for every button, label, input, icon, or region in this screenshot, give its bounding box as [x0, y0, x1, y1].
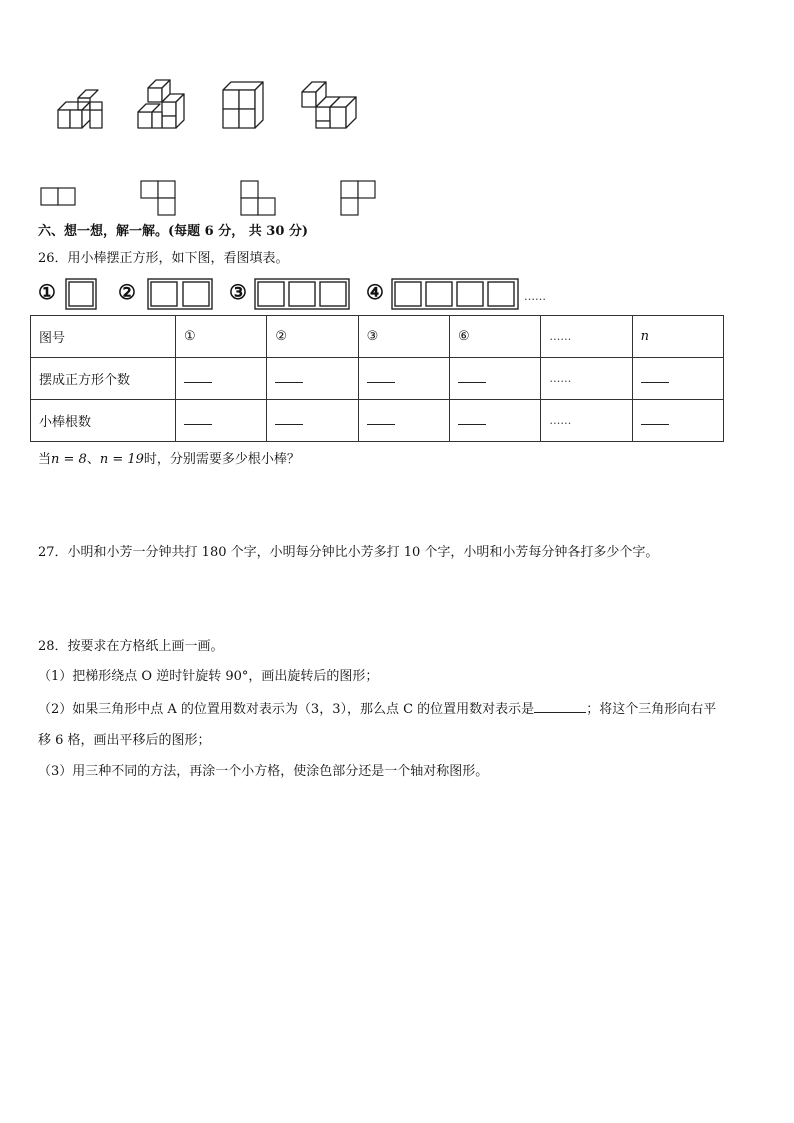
answer-blank — [358, 358, 449, 400]
cube-figure-1 — [58, 90, 102, 128]
cube-figures-row — [50, 72, 370, 142]
matchstick-figure-4 — [392, 279, 518, 309]
q28-title: 28．按要求在方格纸上画一画。 — [38, 639, 224, 654]
table-row — [31, 358, 724, 400]
q28-item-2-cont: 移 6 格，画出平移后的图形； — [38, 733, 211, 748]
figure-label-3: ③ — [229, 280, 247, 304]
figure-label-1: ① — [38, 280, 56, 304]
grid-shapes-row — [38, 178, 383, 218]
answer-blank[interactable] — [534, 699, 586, 713]
q28-item-3: （3）用三种不同的方法，再涂一个小方格，使涂色部分还是一个轴对称图形。 — [38, 764, 489, 779]
table-header-cell: ② — [267, 316, 358, 358]
answer-blank — [632, 358, 723, 400]
section-6-header: 六、想一想，解一解。(每题 6 分， 共 30 分) — [38, 224, 309, 239]
answer-blank — [176, 400, 267, 442]
answer-blank — [267, 358, 358, 400]
grid-shape-3 — [241, 181, 275, 215]
table-row — [31, 400, 724, 442]
row-label: 小棒根数 — [31, 400, 176, 442]
matchstick-figures — [60, 274, 530, 314]
table-header-row — [31, 316, 724, 358]
table-header-cell: n — [632, 316, 723, 358]
answer-blank — [358, 400, 449, 442]
answer-blank — [632, 400, 723, 442]
matchstick-figure-1 — [66, 279, 96, 309]
table-header-cell: ⑥ — [449, 316, 540, 358]
cube-figure-4 — [302, 82, 356, 128]
grid-shape-1 — [41, 188, 75, 205]
answer-blank — [449, 358, 540, 400]
matchstick-figure-3 — [255, 279, 349, 309]
q28-item-1: （1）把梯形绕点 O 逆时针旋转 90°，画出旋转后的图形； — [38, 669, 379, 684]
q26-question: 当n = 8、n = 19时，分别需要多少根小棒？ — [38, 452, 300, 467]
table-header-cell: 图号 — [31, 316, 176, 358]
table-header-cell: ③ — [358, 316, 449, 358]
table-cell: …… — [541, 400, 632, 442]
q27-text: 27．小明和小芳一分钟共打 180 个字，小明每分钟比小芳多打 10 个字，小明和小芳每分钟各打多少个字。 — [38, 545, 659, 560]
table-header-cell: …… — [541, 316, 632, 358]
cube-figure-2 — [138, 80, 184, 128]
row-label: 摆成正方形个数 — [31, 358, 176, 400]
grid-shape-2 — [141, 181, 175, 215]
grid-shape-4 — [341, 181, 375, 215]
figure-ellipsis: …… — [524, 290, 546, 303]
table-header-cell: ① — [176, 316, 267, 358]
figure-label-4: ④ — [366, 280, 384, 304]
answer-blank — [267, 400, 358, 442]
answer-blank — [449, 400, 540, 442]
q28-item-2: （2）如果三角形中点 A 的位置用数对表示为（3，3），那么点 C 的位置用数对表示是 ；将这个三角形向右平 — [38, 699, 716, 720]
figure-label-2: ② — [118, 280, 136, 304]
answer-blank — [176, 358, 267, 400]
cube-figure-3 — [223, 82, 263, 128]
table-cell: …… — [541, 358, 632, 400]
q26-title: 26．用小棒摆正方形，如下图，看图填表。 — [38, 251, 289, 266]
q26-table — [30, 315, 724, 442]
matchstick-figure-2 — [148, 279, 212, 309]
